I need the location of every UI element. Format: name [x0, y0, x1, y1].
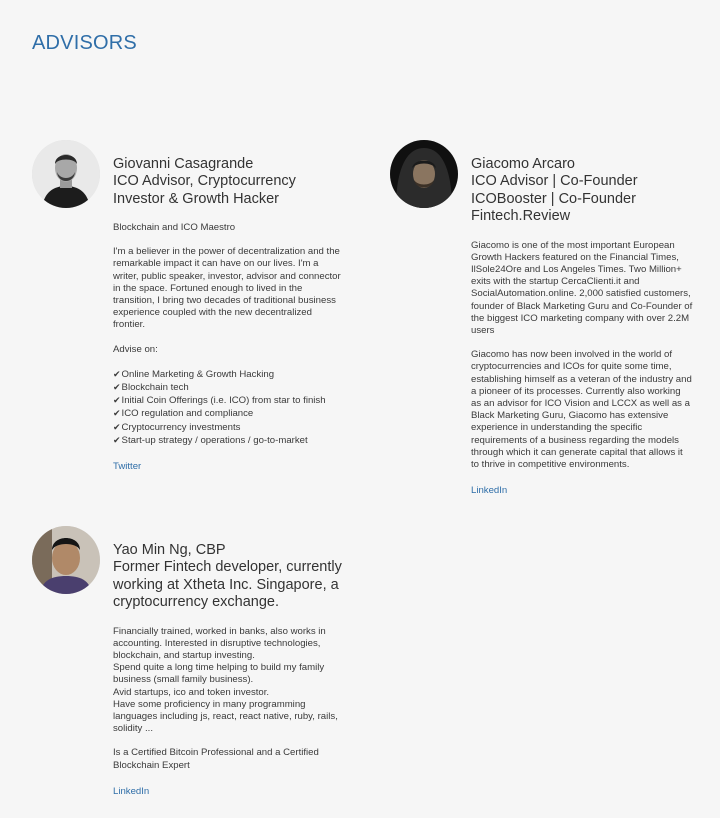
advisor-role: ICO Advisor, Cryptocurrency Investor & Growth Hacker — [113, 173, 296, 207]
avatar — [32, 140, 100, 208]
portrait-photo-icon — [390, 140, 458, 208]
advisor-role-line: ICOBooster | Co-Founder — [471, 190, 636, 207]
advise-item: ✔ Initial Coin Offerings (i.e. ICO) from star to finish — [113, 394, 341, 407]
advisor-bio: Giacomo has now been involved in the world of cryptocurrencies and ICOs for quite some time, establishing himself as a veteran of the industry and a pioneer of its processes. Currently also working as an advisor for ICO Vision and LCCX as well as a Black Marketing Guru, Giacomo has extensive experience in understanding the specific requirements of a business regarding the models through which it can generate capital that allows it to thrive in competitive environments. — [471, 349, 692, 470]
advise-heading: Advise on: — [113, 343, 158, 355]
advisor-role-line: ICO Advisor | Co-Founder — [471, 173, 638, 189]
advisor-name: Giovanni Casagrande — [113, 156, 254, 172]
linkedin-link[interactable]: LinkedIn — [471, 485, 508, 497]
section-title: ADVISORS — [32, 32, 137, 54]
advisor-bio — [113, 626, 345, 736]
linkedin-link[interactable]: LinkedIn — [113, 785, 150, 797]
advisor-bio: I'm a believer in the power of decentralization and the remarkable impact it can have on our lives. I'm a writer, public speaker, investor, advisor and connector in the space. Fortuned enough to lived in the transition, I bring two decades of traditional business experience coupled with the new decentralized frontier. — [113, 246, 341, 331]
advisor-name: Yao Min Ng, CBP — [113, 542, 226, 558]
advise-item: ✔ Start-up strategy / operations / go-to-market — [113, 434, 341, 447]
bio-line: Avid startups, ico and token investor. — [113, 686, 270, 698]
advisor-role-line: Fintech.Review — [471, 208, 571, 224]
advisor-name: Giacomo Arcaro — [471, 156, 575, 172]
advisor-certification: Is a Certified Bitcoin Professional and a Certified Blockchain Expert — [113, 747, 319, 771]
avatar — [390, 140, 458, 208]
portrait-photo-icon — [32, 526, 100, 594]
advise-item: ✔ Online Marketing & Growth Hacking — [113, 368, 341, 381]
bio-line: Have some proficiency in many programming languages including js, react, react native, ruby, rails, solidity ... — [113, 698, 338, 735]
advise-item: ✔ Cryptocurrency investments — [113, 421, 341, 434]
twitter-link[interactable]: Twitter — [113, 461, 142, 473]
advise-list — [113, 368, 341, 447]
bio-line: Financially trained, worked in banks, also works in accounting. Interested in disruptive technologies, blockchain, and startup investing. — [113, 625, 326, 661]
portrait-photo-icon — [32, 140, 100, 208]
advise-item: ✔ Blockchain tech — [113, 381, 341, 394]
advisor-role: Former Fintech developer, currently working at Xtheta Inc. Singapore, a cryptocurrency exchange. — [113, 559, 342, 610]
advisor-tagline: Blockchain and ICO Maestro — [113, 222, 236, 233]
advise-item: ✔ ICO regulation and compliance — [113, 407, 341, 420]
bio-line: Spend quite a long time helping to build my family business (small family business). — [113, 662, 325, 686]
avatar — [32, 526, 100, 594]
advisor-bio: Giacomo is one of the most important European Growth Hackers featured on the Financial Times, IlSole24Ore and Los Angeles Times. Two Million+ exits with the startup CercaClienti.it and SocialAutomation.online. 2,000 satisfied customers, founder of Black Marketing Guru and Co-Founder of the biggest ICO marketing company with over 2.2M users — [471, 239, 693, 336]
